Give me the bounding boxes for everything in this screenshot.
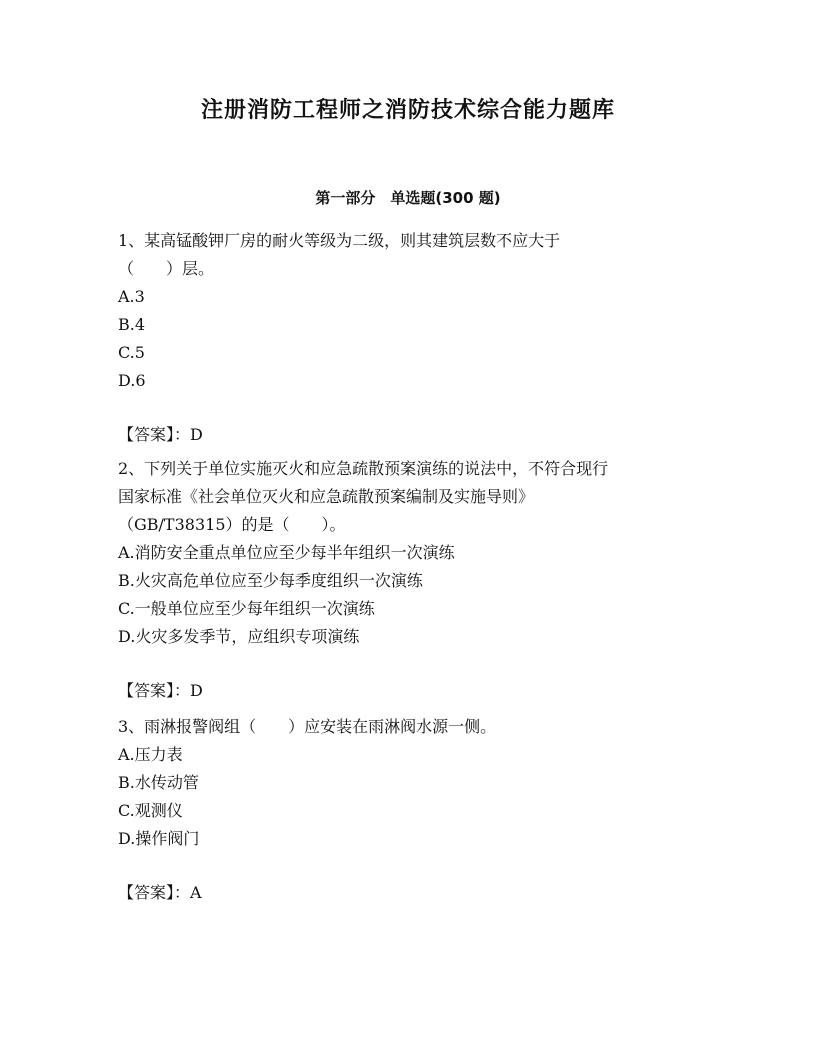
option-a: A.3	[118, 287, 145, 306]
question-1	[118, 227, 708, 449]
answer-line	[118, 421, 708, 449]
option-d: D.操作阀门	[118, 829, 200, 848]
answer-value: A	[190, 883, 202, 902]
question-stem-line: 1、某高锰酸钾厂房的耐火等级为二级，则其建筑层数不应大于	[118, 231, 561, 250]
question-2	[118, 455, 708, 705]
answer-label: 【答案】：	[118, 883, 191, 902]
option-c: C.一般单位应至少每年组织一次演练	[118, 599, 375, 618]
section-title: 第一部分 单选题(300 题)	[315, 189, 501, 207]
option-c: C.观测仪	[118, 801, 183, 820]
question-stem-line: （ ）层。	[118, 259, 215, 278]
answer-value: D	[190, 681, 203, 700]
option-b: B.水传动管	[118, 773, 199, 792]
question-3	[118, 713, 708, 907]
question-stem-line: 3、雨淋报警阀组（ ）应安装在雨淋阀水源一侧。	[118, 717, 497, 736]
question-list	[118, 227, 708, 907]
answer-label: 【答案】：	[118, 681, 191, 700]
option-d: D.6	[118, 371, 146, 390]
answer-line	[118, 879, 708, 907]
answer-value: D	[190, 425, 203, 444]
option-d: D.火灾多发季节，应组织专项演练	[118, 627, 360, 646]
question-stem-line: （GB/T38315）的是（ ）。	[118, 515, 346, 534]
answer-label: 【答案】：	[118, 425, 191, 444]
question-stem-line: 国家标准《社会单位灭火和应急疏散预案编制及实施导则》	[118, 487, 535, 506]
option-b: B.4	[118, 315, 146, 334]
question-stem-line: 2、下列关于单位实施灭火和应急疏散预案演练的说法中，不符合现行	[118, 459, 609, 478]
option-a: A.压力表	[118, 745, 183, 764]
option-b: B.火灾高危单位应至少每季度组织一次演练	[118, 571, 423, 590]
page-title: 注册消防工程师之消防技术综合能力题库	[200, 98, 615, 123]
answer-line	[118, 677, 708, 705]
option-a: A.消防安全重点单位应至少每半年组织一次演练	[118, 543, 455, 562]
option-c: C.5	[118, 343, 145, 362]
